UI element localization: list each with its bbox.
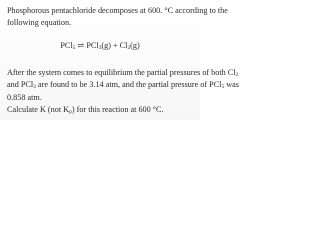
body-line-2: and PCl$_3$ are found to be 3.14 atm, and the partial pressure of PCl$_5$ was [7,80,239,90]
intro-line-2: following equation. [7,18,72,27]
body-line-1: After the system comes to equilibrium the partial pressures of both $Cl_2$ [7,68,239,78]
product-1: PCl$_3$(g) [86,41,111,51]
body-line-3: 0.858 atm. [7,93,42,102]
equilibrium-arrow: ⇌ [77,41,85,50]
problem-card [0,0,239,120]
reactant-formula: PCl$_5$ [60,41,76,51]
product-2: $Cl_2(g)$ [119,41,140,51]
chemical-equation [0,41,200,53]
plus-sign: + [112,41,118,50]
intro-line-1: Phosphorous pentachloride decomposes at 600. °C according to the [7,6,228,15]
question-line: Calculate K (not $K_p$) for this reaction at 600 °C. [7,105,164,115]
